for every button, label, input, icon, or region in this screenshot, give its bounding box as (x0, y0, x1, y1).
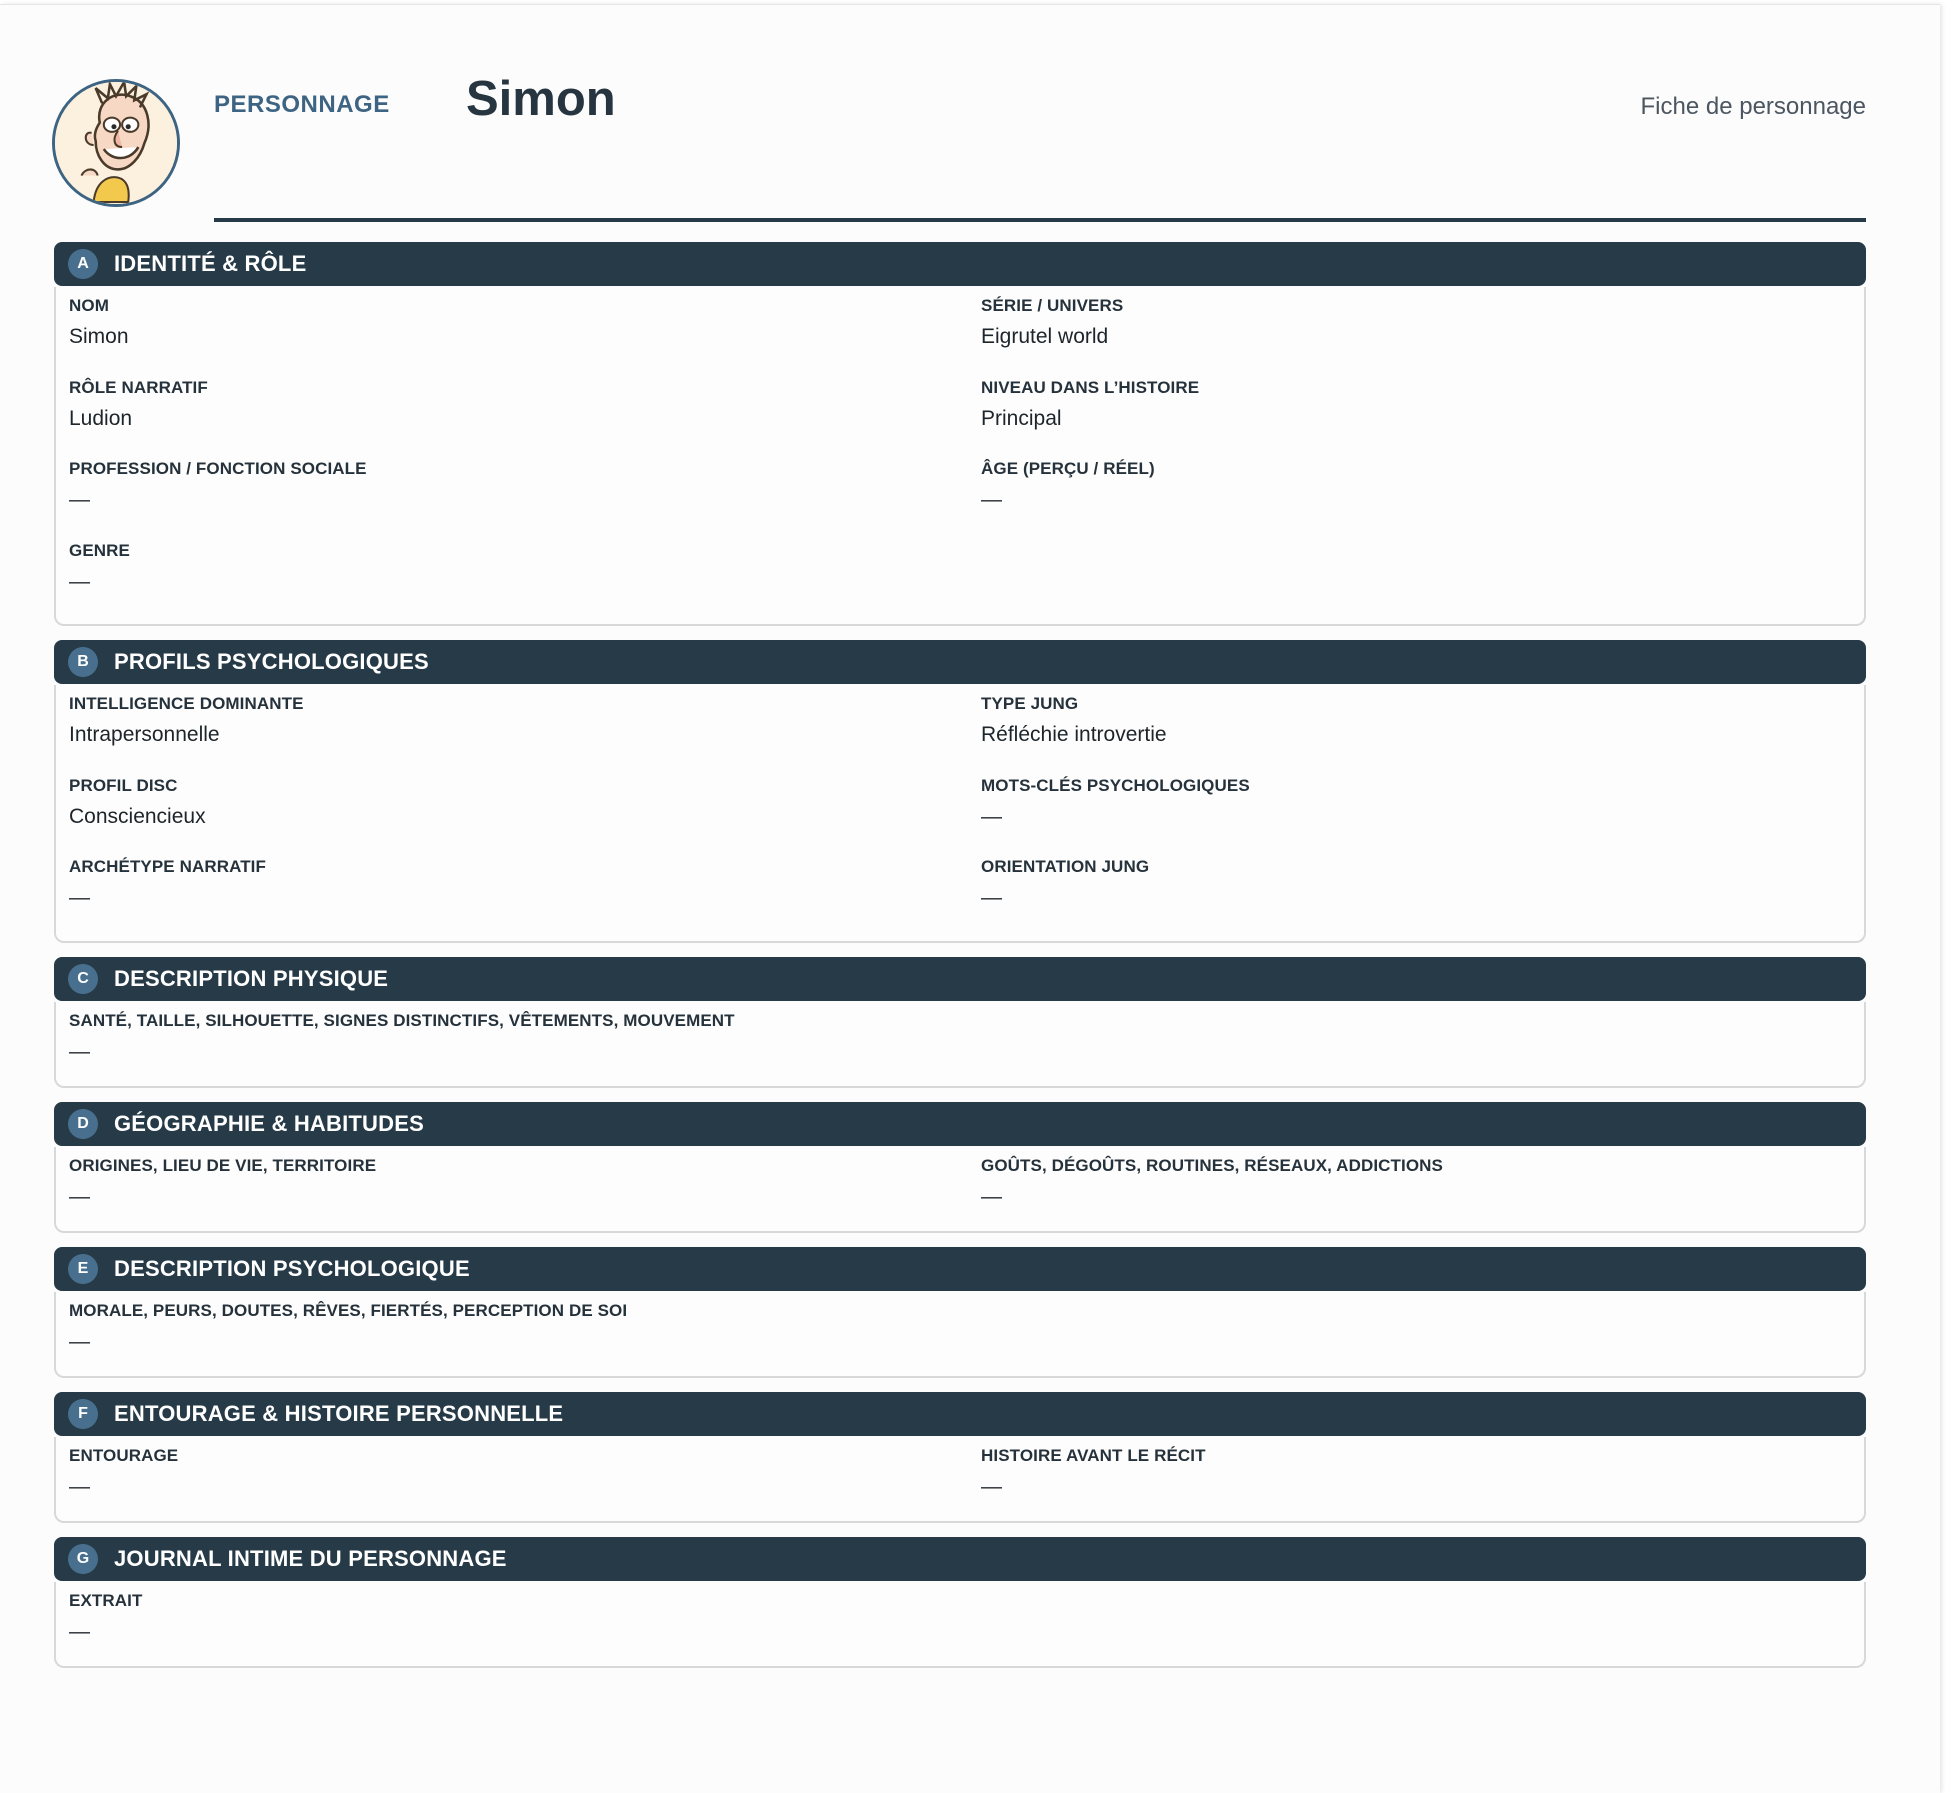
section-geographie-habitudes (54, 1102, 1866, 1233)
field-label: TYPE JUNG (981, 694, 1079, 713)
section-title: PROFILS PSYCHOLOGIQUES (114, 649, 429, 674)
avatar (52, 79, 180, 207)
field-label: EXTRAIT (69, 1590, 143, 1610)
page-title: Simon (466, 72, 616, 126)
section-body (54, 1292, 1866, 1378)
field-value: Principal (981, 406, 1062, 430)
section-header (54, 1392, 1866, 1436)
section-journal-intime (54, 1537, 1866, 1668)
section-badge: C (68, 964, 98, 994)
field-genre (69, 539, 981, 621)
field-archetype-narratif (69, 855, 981, 937)
field-label: PROFIL DISC (69, 775, 178, 795)
section-header (54, 1102, 1866, 1146)
field-label: ENTOURAGE (69, 1445, 179, 1465)
field-label: ÂGE (PERÇU / RÉEL) (981, 459, 1155, 478)
section-badge: B (68, 647, 98, 677)
field-label: INTELLIGENCE DOMINANTE (69, 694, 304, 713)
field-value: — (69, 1474, 90, 1498)
section-title: DESCRIPTION PSYCHOLOGIQUE (114, 1255, 470, 1281)
section-body (54, 287, 1866, 626)
section-title: IDENTITÉ & RÔLE (114, 251, 307, 276)
section-header (54, 957, 1866, 1001)
field-value: Simon (69, 325, 129, 348)
character-portrait-icon (55, 82, 177, 204)
sections-container (54, 242, 1866, 1682)
field-orientation-jung (981, 855, 1851, 937)
field-value: — (69, 569, 90, 593)
field-histoire-avant-recit (981, 1444, 1851, 1517)
section-description-psychologique (54, 1247, 1866, 1378)
field-profession (69, 457, 981, 539)
field-mots-cles (981, 774, 1851, 856)
header-divider (214, 218, 1866, 222)
section-body (54, 1437, 1866, 1523)
field-value: — (69, 488, 90, 511)
field-niveau-histoire (981, 376, 1851, 458)
section-badge: E (68, 1254, 98, 1284)
field-origines (69, 1154, 981, 1227)
section-title: JOURNAL INTIME DU PERSONNAGE (114, 1545, 507, 1571)
field-morale (69, 1299, 1851, 1372)
field-value: — (69, 1619, 90, 1643)
field-value: — (981, 804, 1002, 828)
section-header (54, 640, 1866, 684)
field-value: Intrapersonnelle (69, 723, 220, 746)
field-label: MOTS-CLÉS PSYCHOLOGIQUES (981, 775, 1250, 795)
field-label: PROFESSION / FONCTION SOCIALE (69, 459, 367, 478)
field-label: SANTÉ, TAILLE, SILHOUETTE, SIGNES DISTINCTIFS, VÊTEMENTS, MOUVEMENT (69, 1010, 735, 1030)
field-label: GOÛTS, DÉGOÛTS, ROUTINES, RÉSEAUX, ADDICTIONS (981, 1155, 1443, 1175)
field-label: RÔLE NARRATIF (69, 377, 208, 397)
section-description-physique (54, 957, 1866, 1088)
field-label: ARCHÉTYPE NARRATIF (69, 857, 266, 876)
section-body (54, 685, 1866, 943)
section-title: DESCRIPTION PHYSIQUE (114, 965, 389, 991)
field-serie-univers (981, 294, 1851, 376)
field-value: Ludion (69, 406, 133, 430)
field-nom (69, 294, 981, 376)
field-label: ORIENTATION JUNG (981, 857, 1150, 876)
field-label: SÉRIE / UNIVERS (981, 296, 1124, 315)
field-value: Réfléchie introvertie (981, 723, 1167, 746)
field-label: NOM (69, 296, 109, 315)
section-title: ENTOURAGE & HISTOIRE PERSONNELLE (114, 1400, 564, 1426)
field-label: MORALE, PEURS, DOUTES, RÊVES, FIERTÉS, PERCEPTION DE SOI (69, 1300, 628, 1320)
field-type-jung (981, 692, 1851, 774)
section-body (54, 1147, 1866, 1233)
character-sheet-page (0, 4, 1940, 1793)
field-intelligence-dominante (69, 692, 981, 774)
field-value: — (981, 886, 1002, 909)
field-physique (69, 1009, 1851, 1082)
section-entourage-histoire (54, 1392, 1866, 1523)
field-entourage (69, 1444, 981, 1517)
field-profil-disc (69, 774, 981, 856)
header-kicker: PERSONNAGE (214, 91, 390, 118)
field-value: — (69, 886, 90, 909)
section-body (54, 1582, 1866, 1668)
section-header (54, 242, 1866, 286)
field-label: GENRE (69, 540, 130, 560)
field-value: — (981, 488, 1002, 511)
field-value: — (981, 1474, 1002, 1498)
field-label: NIVEAU DANS L’HISTOIRE (981, 377, 1200, 397)
section-header (54, 1247, 1866, 1291)
field-value: Consciencieux (69, 804, 206, 828)
field-value: — (981, 1184, 1002, 1208)
field-extrait (69, 1589, 1851, 1662)
field-value: — (69, 1039, 90, 1063)
section-title: GÉOGRAPHIE & HABITUDES (114, 1110, 424, 1136)
field-value: — (69, 1329, 90, 1353)
section-badge: D (68, 1109, 98, 1139)
section-badge: G (68, 1544, 98, 1574)
field-value: Eigrutel world (981, 325, 1109, 348)
field-label: ORIGINES, LIEU DE VIE, TERRITOIRE (69, 1155, 377, 1175)
field-value: — (69, 1184, 90, 1208)
section-identite (54, 242, 1866, 626)
sheet-header (0, 5, 1940, 235)
section-header (54, 1537, 1866, 1581)
field-gouts (981, 1154, 1851, 1227)
document-type-label: Fiche de personnage (1640, 93, 1866, 120)
section-profils-psychologiques (54, 640, 1866, 943)
section-badge: A (68, 249, 98, 279)
section-body (54, 1002, 1866, 1088)
field-age (981, 457, 1851, 539)
field-role-narratif (69, 376, 981, 458)
section-badge: F (68, 1399, 98, 1429)
field-label: HISTOIRE AVANT LE RÉCIT (981, 1445, 1206, 1465)
